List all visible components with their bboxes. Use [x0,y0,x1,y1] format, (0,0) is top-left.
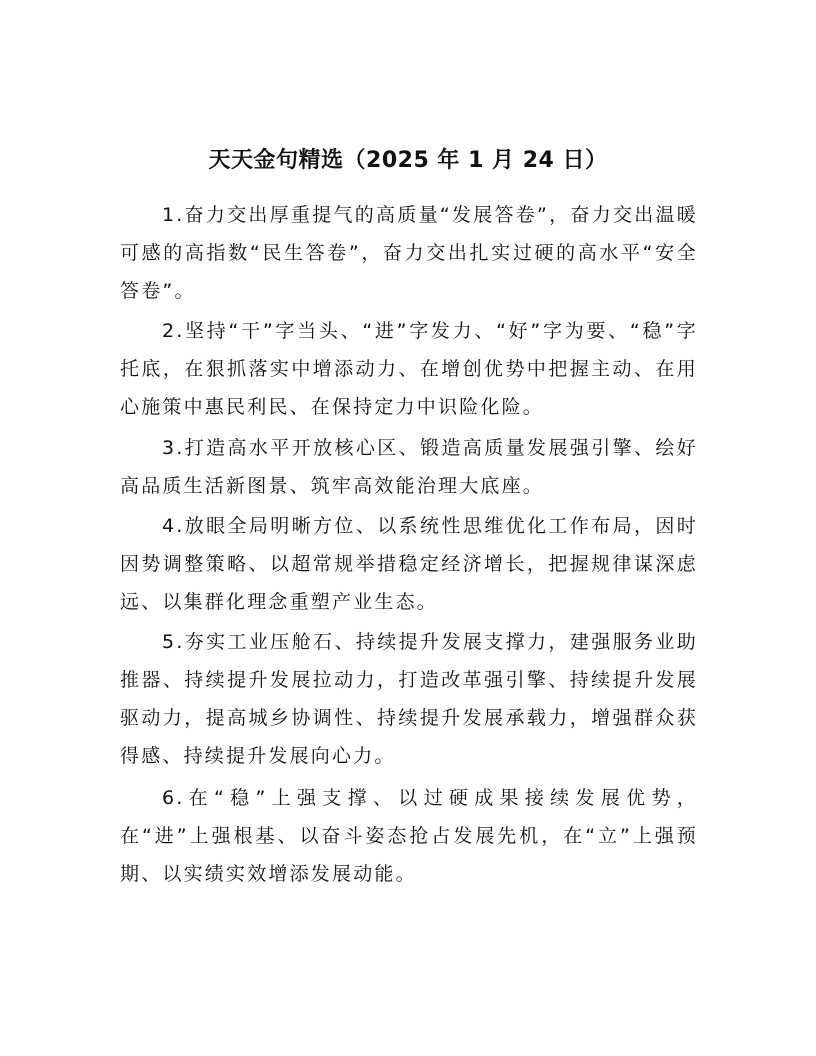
quote-paragraph-3: 3.打造高水平开放核心区、锻造高质量发展强引擎、绘好高品质生活新图景、筑牢高效能治理大底座。 [120,437,698,497]
quote-paragraph-4: 4.放眼全局明晰方位、以系统性思维优化工作布局，因时因势调整策略、以超常规举措稳定经济增长，把握规律谋深虑远、以集群化理念重塑产业生态。 [120,515,698,613]
quote-paragraph-1: 1.奋力交出厚重提气的高质量“发展答卷”，奋力交出温暖可感的高指数“民生答卷”，奋力交出扎实过硬的高水平“安全答卷”。 [120,204,698,302]
quote-paragraph-6: 6.在“稳”上强支撑、以过硬成果接续发展优势，在“进”上强根基、以奋斗姿态抢占发展先机，在“立”上强预期、以实绩实效增添发展动能。 [120,787,698,885]
quote-paragraph-5: 5.夯实工业压舱石、持续提升发展支撑力，建强服务业助推器、持续提升发展拉动力，打造改革强引擎、持续提升发展驱动力，提高城乡协调性、持续提升发展承载力，增强群众获得感、持续提升发展向心力。 [120,631,698,767]
page-title: 天天金句精选（2025 年 1 月 24 日） [208,148,608,173]
quote-paragraph-2: 2.坚持“干”字当头、“进”字发力、“好”字为要、“稳”字托底，在狠抓落实中增添动力、在增创优势中把握主动、在用心施策中惠民利民、在保持定力中识险化险。 [120,320,698,418]
